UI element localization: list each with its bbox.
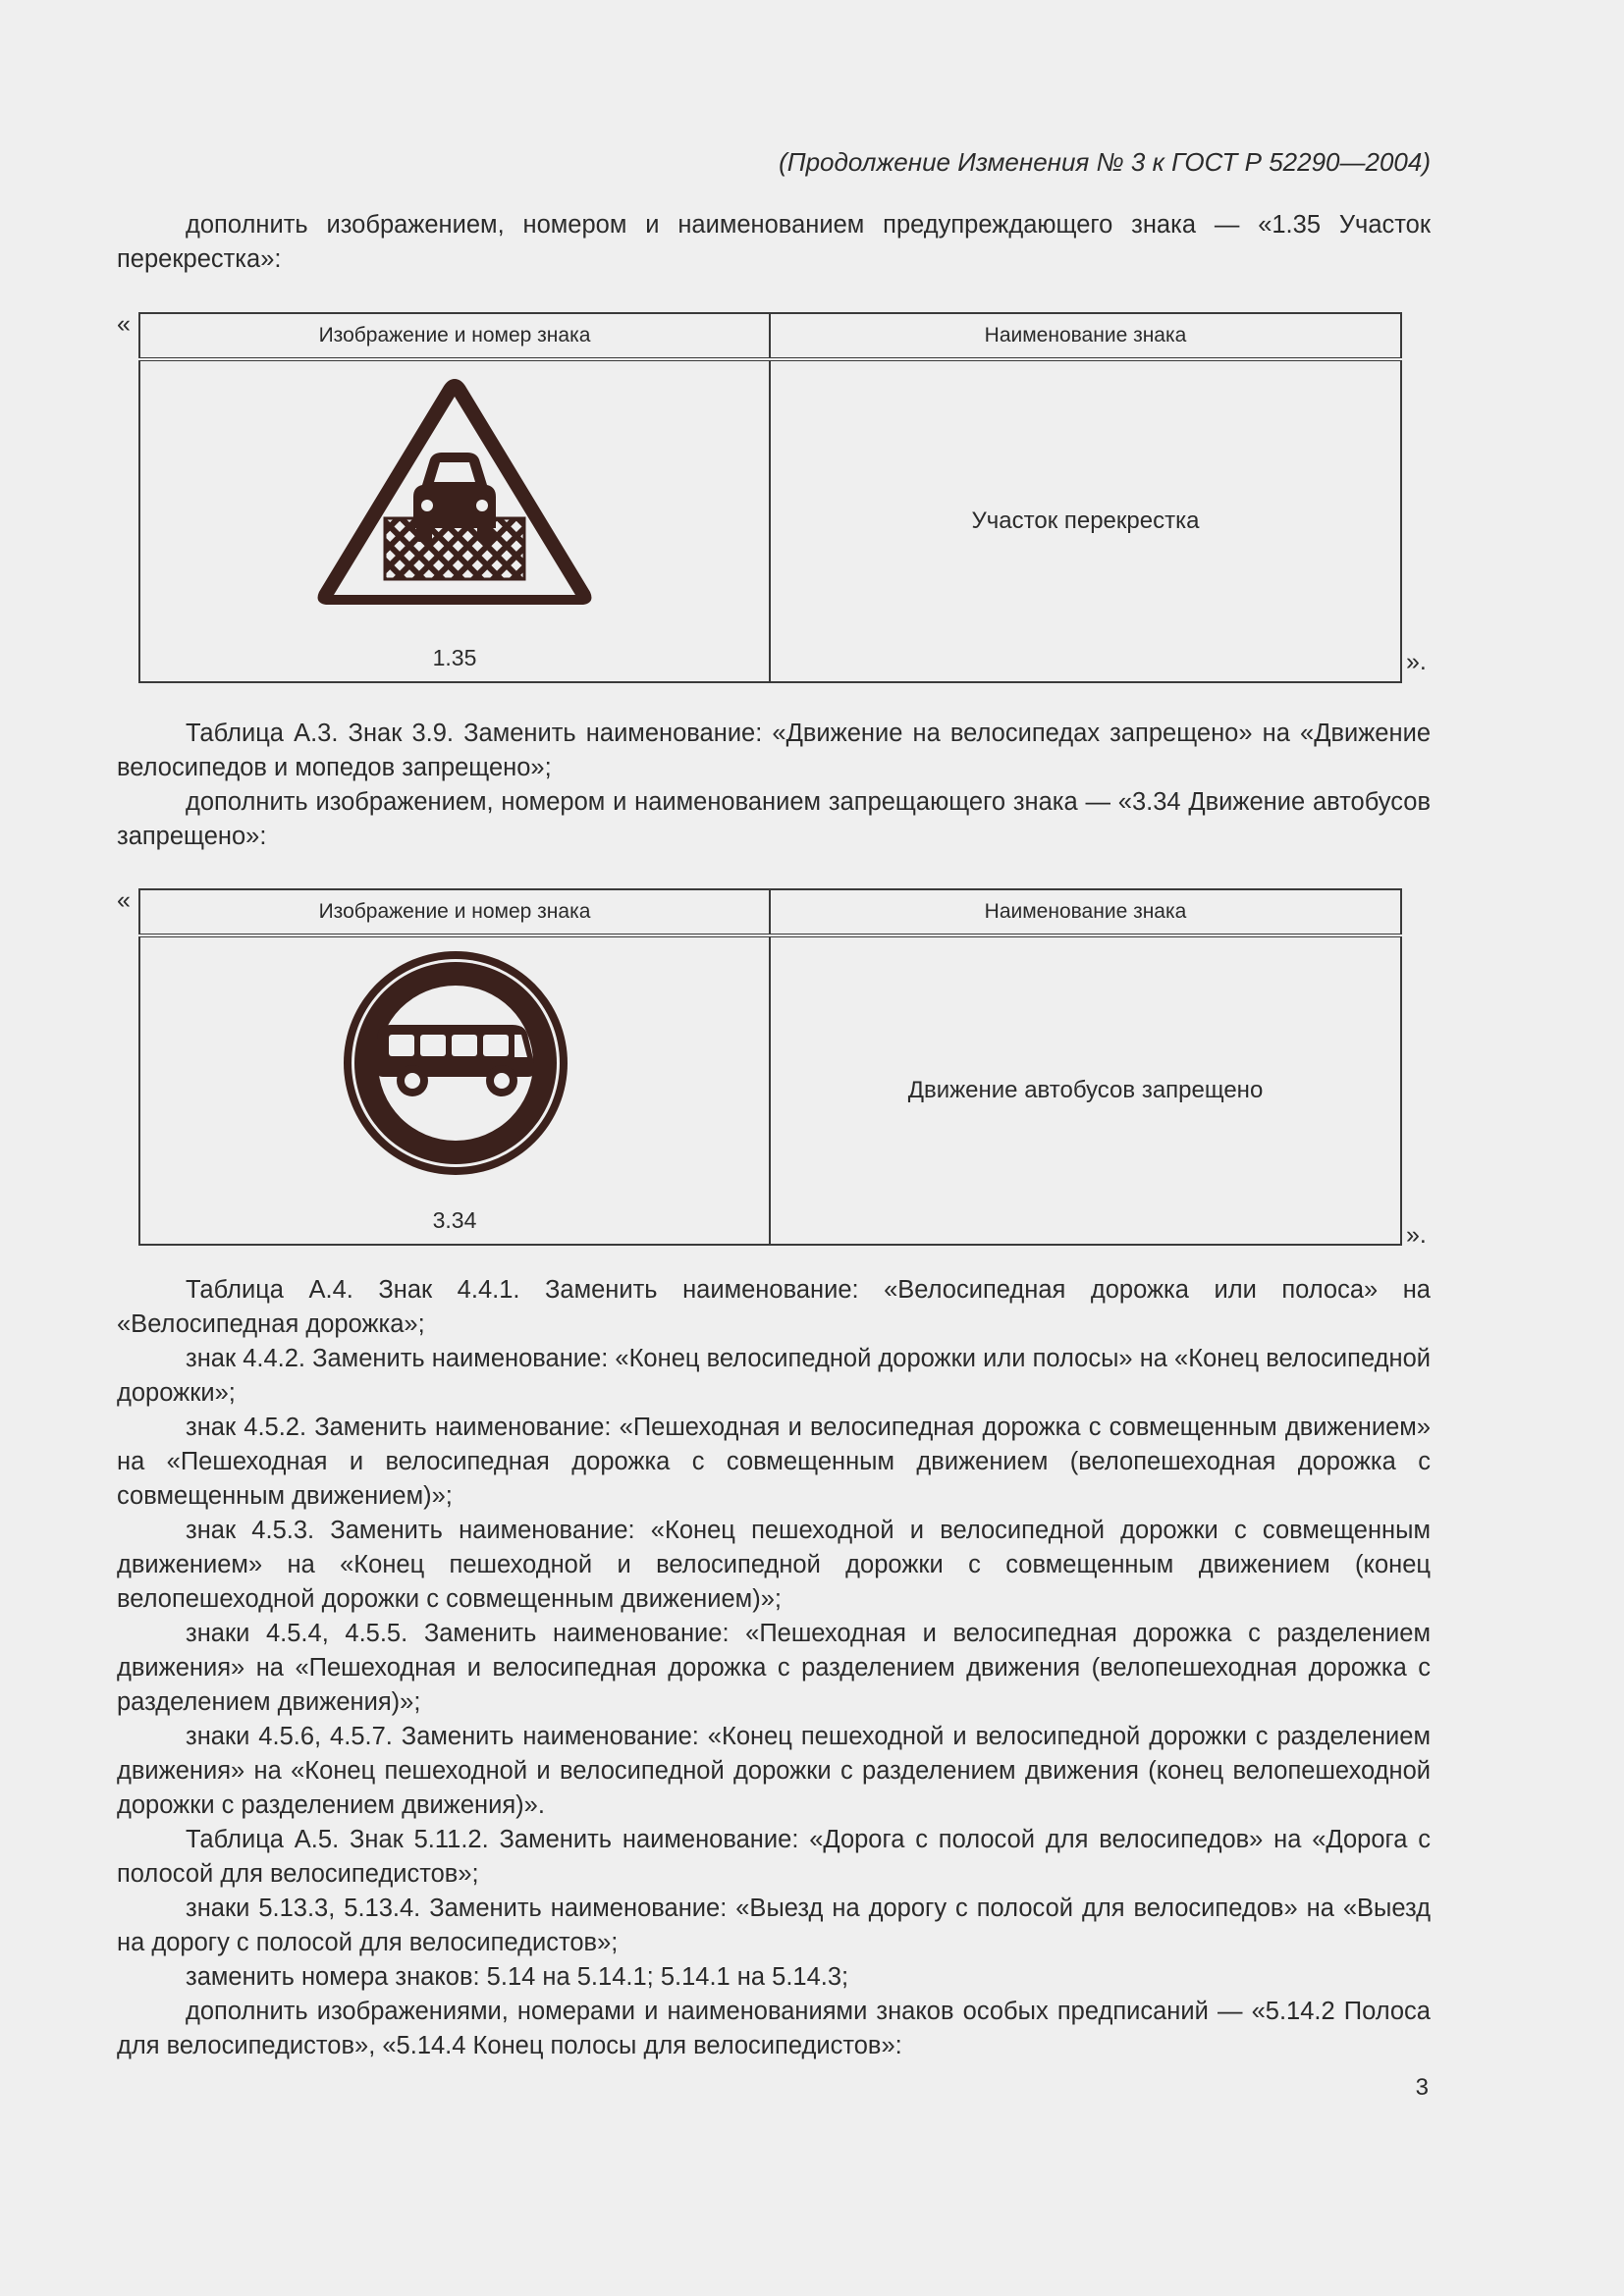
paragraph: знак 4.5.3. Заменить наименование: «Конец пешеходной и велосипедной дорожки с совмещенным движением» на «Конец пешеходной и велосипедной дорожки с совмещенным движением (конец велопешеходной дорожки с совмещенным движением)»; <box>117 1517 1431 1613</box>
column-header-name: Наименование знака <box>770 889 1401 935</box>
column-header-name: Наименование знака <box>770 313 1401 359</box>
crossroad-section-warning-icon <box>312 371 597 616</box>
paragraph: знак 4.5.2. Заменить наименование: «Пешеходная и велосипедная дорожка с совмещенным движением» на «Пешеходная и велосипедная дорожка с совмещенным движением (велопешеходная дорожка с совмещенным движением)»; <box>117 1414 1431 1510</box>
table-row <box>139 359 1401 682</box>
paragraph: Таблица А.5. Знак 5.11.2. Заменить наименование: «Дорога с полосой для велосипедов» на «Дорога с полосой для велосипедистов»; <box>117 1826 1431 1888</box>
page-number: 3 <box>1415 2074 1429 2101</box>
paragraph: знаки 4.5.4, 4.5.5. Заменить наименование: «Пешеходная и велосипедная дорожка с разделением движения» на «Пешеходная и велосипедная дорожка с разделением движения (велопешеходная дорожка с разделением движения)»; <box>117 1620 1431 1716</box>
sign-name-cell: Движение автобусов запрещено <box>770 935 1401 1245</box>
sign-name-cell: Участок перекрестка <box>770 359 1401 682</box>
paragraph: дополнить изображением, номером и наименованием запрещающего знака — «3.34 Движение автобусов запрещено»: <box>117 788 1431 850</box>
paragraph: знаки 5.13.3, 5.13.4. Заменить наименование: «Выезд на дорогу с полосой для велосипедов» на «Выезд на дорогу с полосой для велосипедистов»; <box>117 1895 1431 1956</box>
close-quote: ». <box>1406 1221 1427 1249</box>
sign-number: 1.35 <box>432 645 477 670</box>
sign-table-2 <box>138 888 1402 1246</box>
open-quote: « <box>117 886 131 914</box>
open-quote: « <box>117 310 131 338</box>
table-row <box>139 935 1401 1245</box>
close-quote: ». <box>1406 648 1427 675</box>
paragraph: дополнить изображениями, номерами и наименованиями знаков особых предписаний — «5.14.2 Полоса для велосипедистов», «5.14.4 Конец полосы для велосипедистов»: <box>117 1998 1431 2059</box>
paragraph: заменить номера знаков: 5.14 на 5.14.1; 5.14.1 на 5.14.3; <box>186 1963 849 1991</box>
sign-table-1 <box>138 312 1402 683</box>
paragraph: Таблица А.4. Знак 4.4.1. Заменить наименование: «Велосипедная дорожка или полоса» на «Велосипедная дорожка»; <box>117 1276 1431 1338</box>
table-header-row <box>139 889 1401 935</box>
paragraph: Таблица А.3. Знак 3.9. Заменить наименование: «Движение на велосипедах запрещено» на «Движение велосипедов и мопедов запрещено»; <box>117 720 1431 781</box>
table-header-row <box>139 313 1401 359</box>
paragraph: дополнить изображением, номером и наименованием предупреждающего знака — «1.35 Участок перекрестка»: <box>117 211 1431 273</box>
continuation-header: (Продолжение Изменения № 3 к ГОСТ Р 52290—2004) <box>779 147 1431 177</box>
no-buses-prohibitory-icon <box>340 947 571 1179</box>
intro-paragraph-block <box>117 208 1431 277</box>
sign-image-cell <box>139 935 770 1245</box>
table-a3-paragraph-block <box>117 717 1431 854</box>
column-header-image: Изображение и номер знака <box>139 889 770 935</box>
paragraph: знаки 4.5.6, 4.5.7. Заменить наименование: «Конец пешеходной и велосипедной дорожки с разделением движения» на «Конец пешеходной и велосипедной дорожки с разделением движения (конец велопешеходной дорожки с разделением движения)». <box>117 1723 1431 1819</box>
sign-number: 3.34 <box>432 1207 477 1233</box>
sign-image-cell <box>139 359 770 682</box>
table-a4-a5-paragraph-block <box>117 1273 1431 2063</box>
paragraph: знак 4.4.2. Заменить наименование: «Конец велосипедной дорожки или полосы» на «Конец велосипедной дорожки»; <box>117 1345 1431 1407</box>
column-header-image: Изображение и номер знака <box>139 313 770 359</box>
